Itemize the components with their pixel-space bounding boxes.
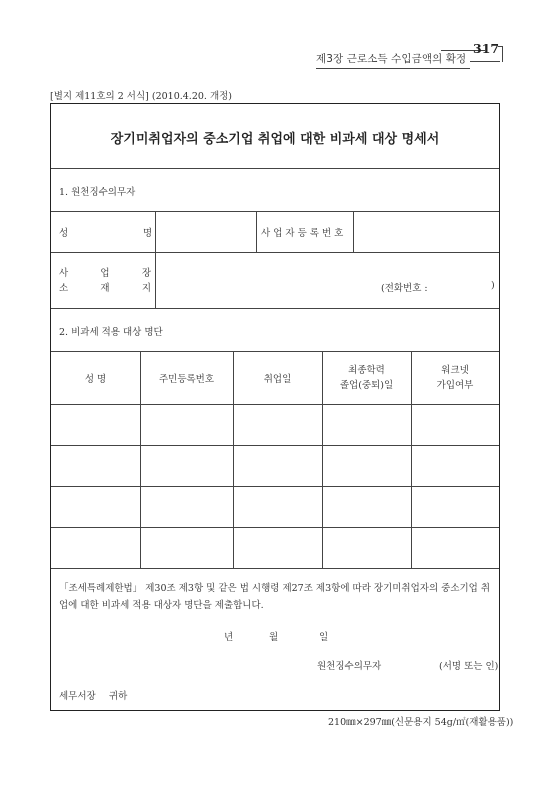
year-label: 년: [224, 632, 234, 643]
header-bracket: [498, 46, 503, 62]
column-header-education: 최종학력: [348, 365, 385, 376]
rule-below-section1: [51, 211, 499, 212]
location-divider: [155, 252, 156, 308]
signer-label: 원천징수의무자: [317, 661, 382, 672]
paper-spec: 210㎜×297㎜(신문용지 54g/㎡(재활용품)): [328, 717, 514, 728]
rule-row-1: [51, 445, 499, 446]
phone-close: ): [491, 280, 495, 291]
month-label: 월: [269, 632, 279, 643]
recipient-suffix: 귀하: [109, 691, 128, 702]
column-header-graduation-date: 졸업(중퇴)일: [339, 380, 394, 391]
location-label-line2: 소 재 지: [59, 283, 151, 294]
name-label-end: 명: [143, 228, 153, 239]
name-label-divider: [155, 211, 156, 252]
header-rule-bottom: [316, 68, 470, 69]
rule-row-3: [51, 527, 499, 528]
biz-no-label: 사 업 자 등 록 번 호: [261, 228, 344, 239]
rule-below-name-row: [51, 252, 499, 253]
rule-below-location-row: [51, 308, 499, 309]
page-number: 317: [473, 41, 500, 56]
column-header-resident-number: 주민등록번호: [158, 374, 215, 385]
declaration-text: 「조세특례제한법」 제30조 제3항 및 같은 법 시행령 제27조 제3항에 따라 장기미취업자의 중소기업 취업에 대한 비과세 적용 대상자 명단을 제출합니다.: [59, 583, 491, 611]
name-value-divider: [256, 211, 257, 252]
column-header-name: 성 명: [84, 374, 107, 385]
location-label-line1: 사 업 장: [59, 268, 151, 279]
phone-label: (전화번호 :: [381, 283, 428, 294]
header-rule-right: [470, 61, 500, 62]
recipient-label: 세무서장: [59, 691, 96, 702]
column-header-worknet-joined: 가입여부: [436, 380, 474, 391]
day-label: 일: [319, 632, 329, 643]
column-header-worknet: 워크넷: [441, 365, 469, 376]
chapter-heading: 제3장 근로소득 수입금액의 확정: [316, 53, 467, 65]
form-number-note: [별지 제11호의 2 서식] (2010.4.20. 개정): [50, 91, 233, 102]
column-header-employment-date: 취업일: [263, 374, 292, 385]
biz-no-divider: [353, 211, 354, 252]
rule-below-column-header: [51, 404, 499, 405]
rule-below-section2: [51, 351, 499, 352]
rule-row-2: [51, 486, 499, 487]
form-title: 장기미취업자의 중소기업 취업에 대한 비과세 대상 명세서: [110, 132, 440, 147]
signature-note: (서명 또는 인): [439, 661, 499, 672]
section1-heading: 1. 원천징수의무자: [59, 187, 136, 198]
rule-below-title: [51, 168, 499, 169]
rule-row-4: [51, 568, 499, 569]
form-box: [50, 103, 500, 711]
section2-heading: 2. 비과세 적용 대상 명단: [59, 327, 163, 338]
name-label-start: 성: [59, 228, 69, 239]
